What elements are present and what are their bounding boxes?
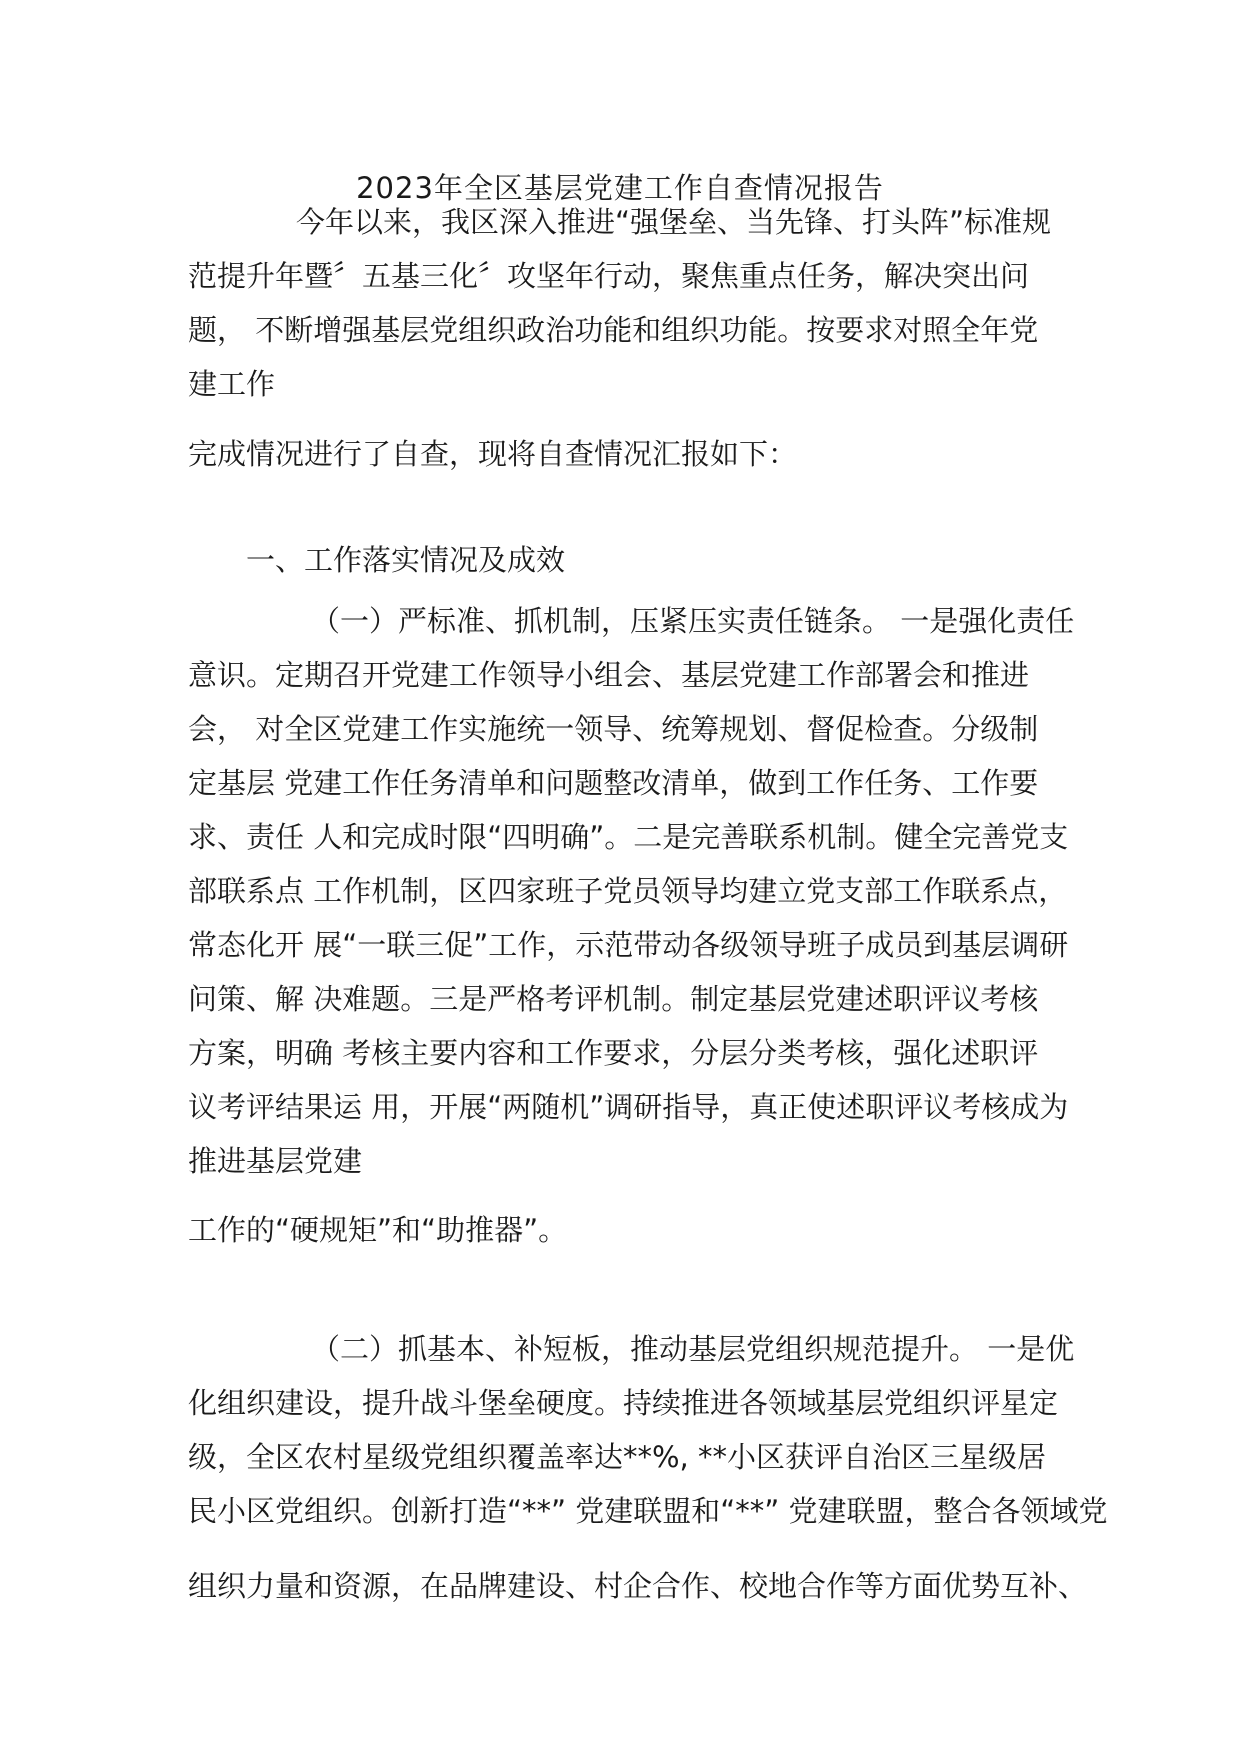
- paragraph-line: （二）抓基本、补短板，推动基层党组织规范提升。 一是优: [311, 1332, 1075, 1366]
- paragraph-line: 求、责任 人和完成时限“四明确”。二是完善联系机制。健全完善党支: [188, 820, 1069, 854]
- document-title: 2023年全区基层党建工作自查情况报告: [356, 171, 884, 205]
- paragraph-line: 组织力量和资源，在品牌建设、村企合作、校地合作等方面优势互补、: [188, 1569, 1088, 1603]
- paragraph-line: 题， 不断增强基层党组织政治功能和组织功能。按要求对照全年党: [188, 313, 1039, 347]
- paragraph-line: 定基层 党建工作任务清单和问题整改清单，做到工作任务、工作要: [188, 766, 1039, 800]
- paragraph-line: 常态化开 展“一联三促”工作，示范带动各级领导班子成员到基层调研: [188, 928, 1069, 962]
- paragraph-line: 完成情况进行了自查，现将自查情况汇报如下：: [188, 437, 798, 471]
- paragraph-line: 工作的“硬规矩”和“助推器”。: [188, 1213, 568, 1247]
- paragraph-line: 化组织建设，提升战斗堡垒硬度。持续推进各领域基层党组织评星定: [188, 1386, 1059, 1420]
- paragraph-line: 意识。定期召开党建工作领导小组会、基层党建工作部署会和推进: [188, 658, 1030, 692]
- paragraph-line: 推进基层党建: [188, 1144, 363, 1178]
- paragraph-line: 民小区党组织。创新打造“**” 党建联盟和“**” 党建联盟，整合各领域党: [188, 1494, 1108, 1528]
- paragraph-line: 会， 对全区党建工作实施统一领导、统筹规划、督促检查。分级制: [188, 712, 1039, 746]
- paragraph-line: 议考评结果运 用，开展“两随机”调研指导，真正使述职评议考核成为: [188, 1090, 1069, 1124]
- paragraph-line: 建工作: [188, 367, 276, 401]
- paragraph-line: 级，全区农村星级党组织覆盖率达**%, **小区获评自治区三星级居: [188, 1440, 1046, 1474]
- paragraph-line: 方案，明确 考核主要内容和工作要求，分层分类考核，强化述职评: [188, 1036, 1039, 1070]
- paragraph-line: （一）严标准、抓机制，压紧压实责任链条。 一是强化责任: [311, 604, 1075, 638]
- paragraph-line: 部联系点 工作机制，区四家班子党员领导均建立党支部工作联系点，: [188, 874, 1068, 908]
- paragraph-line: 今年以来，我区深入推进“强堡垒、当先锋、打头阵”标准规: [296, 205, 1052, 239]
- paragraph-line: 问策、解 决难题。三是严格考评机制。制定基层党建述职评议考核: [188, 982, 1039, 1016]
- paragraph-line: 范提升年暨〞五基三化〞攻坚年行动，聚焦重点任务，解决突出问: [188, 259, 1030, 293]
- section-heading: 一、工作落实情况及成效: [246, 543, 566, 577]
